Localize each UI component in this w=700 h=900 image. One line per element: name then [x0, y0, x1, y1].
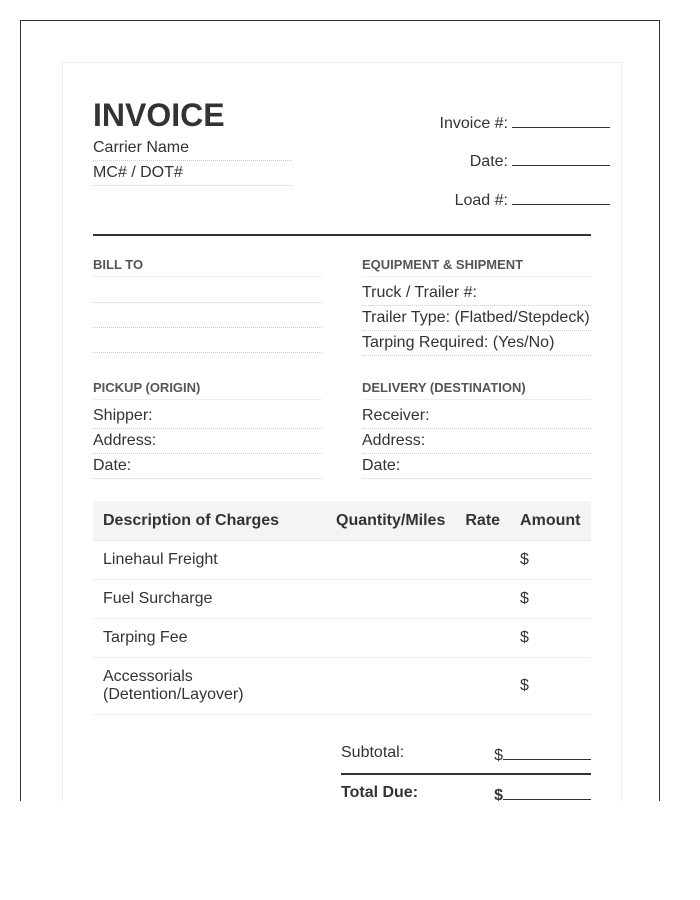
table-row [93, 541, 591, 580]
charge-amount: $ [510, 619, 591, 658]
charge-amount: $ [510, 541, 591, 580]
charge-quantity [326, 619, 455, 658]
charge-description: Accessorials (Detention/Layover) [93, 658, 326, 715]
table-row [93, 619, 591, 658]
charge-quantity [326, 658, 455, 715]
total-due-value [494, 783, 591, 801]
trailer-type-field: Trailer Type: (Flatbed/Stepdeck) [362, 308, 591, 331]
col-header-amount: Amount [510, 501, 591, 541]
carrier-name-field: Carrier Name [93, 138, 292, 161]
charge-description: Tarping Fee [93, 619, 326, 658]
charge-quantity [326, 541, 455, 580]
invoice-number-row [440, 111, 610, 134]
charge-rate [455, 580, 510, 619]
invoice-title: INVOICE [93, 97, 225, 133]
bill-to-line [93, 305, 322, 328]
col-header-rate: Rate [455, 501, 510, 541]
total-due-blank [503, 783, 591, 800]
table-row [93, 658, 591, 715]
subtotal-blank [503, 743, 591, 760]
col-header-description: Description of Charges [93, 501, 326, 541]
invoice-date-blank [512, 149, 610, 166]
pickup-address-field: Address: [93, 431, 322, 454]
total-due-currency: $ [494, 787, 503, 801]
charge-amount: $ [510, 658, 591, 715]
load-number-blank [512, 188, 610, 205]
delivery-address-field: Address: [362, 431, 591, 454]
mc-dot-field: MC# / DOT# [93, 163, 292, 186]
tarping-required-field: Tarping Required: (Yes/No) [362, 333, 591, 356]
charge-description: Fuel Surcharge [93, 580, 326, 619]
pickup-heading: PICKUP (ORIGIN) [93, 380, 322, 400]
pickup-date-field: Date: [93, 456, 322, 479]
invoice-date-row [470, 149, 610, 172]
receiver-field: Receiver: [362, 406, 591, 429]
shipper-field: Shipper: [93, 406, 322, 429]
charge-rate [455, 658, 510, 715]
col-header-quantity: Quantity/Miles [326, 501, 455, 541]
invoice-date-label: Date: [469, 153, 508, 170]
subtotal-value [494, 743, 591, 766]
total-divider [341, 773, 591, 775]
charge-quantity [326, 580, 455, 619]
document-frame [20, 20, 660, 801]
charge-rate [455, 619, 510, 658]
bill-to-heading: BILL TO [93, 257, 322, 277]
bill-to-line [93, 280, 322, 303]
charges-table [93, 501, 591, 715]
equipment-heading: EQUIPMENT & SHIPMENT [362, 257, 591, 277]
load-number-row [455, 188, 610, 211]
charge-rate [455, 541, 510, 580]
header-divider [93, 234, 591, 236]
invoice-number-blank [512, 111, 610, 128]
delivery-date-field: Date: [362, 456, 591, 479]
subtotal-currency: $ [494, 747, 503, 764]
charge-amount: $ [510, 580, 591, 619]
charge-description: Linehaul Freight [93, 541, 326, 580]
total-due-label: Total Due: [341, 784, 419, 801]
table-header-row [93, 501, 591, 541]
load-number-label: Load #: [454, 192, 508, 209]
table-row [93, 580, 591, 619]
invoice-page [62, 62, 622, 801]
invoice-number-label: Invoice #: [439, 115, 508, 132]
bill-to-line [93, 330, 322, 353]
delivery-heading: DELIVERY (DESTINATION) [362, 380, 591, 400]
subtotal-label: Subtotal: [341, 744, 405, 761]
truck-trailer-field: Truck / Trailer #: [362, 283, 591, 306]
